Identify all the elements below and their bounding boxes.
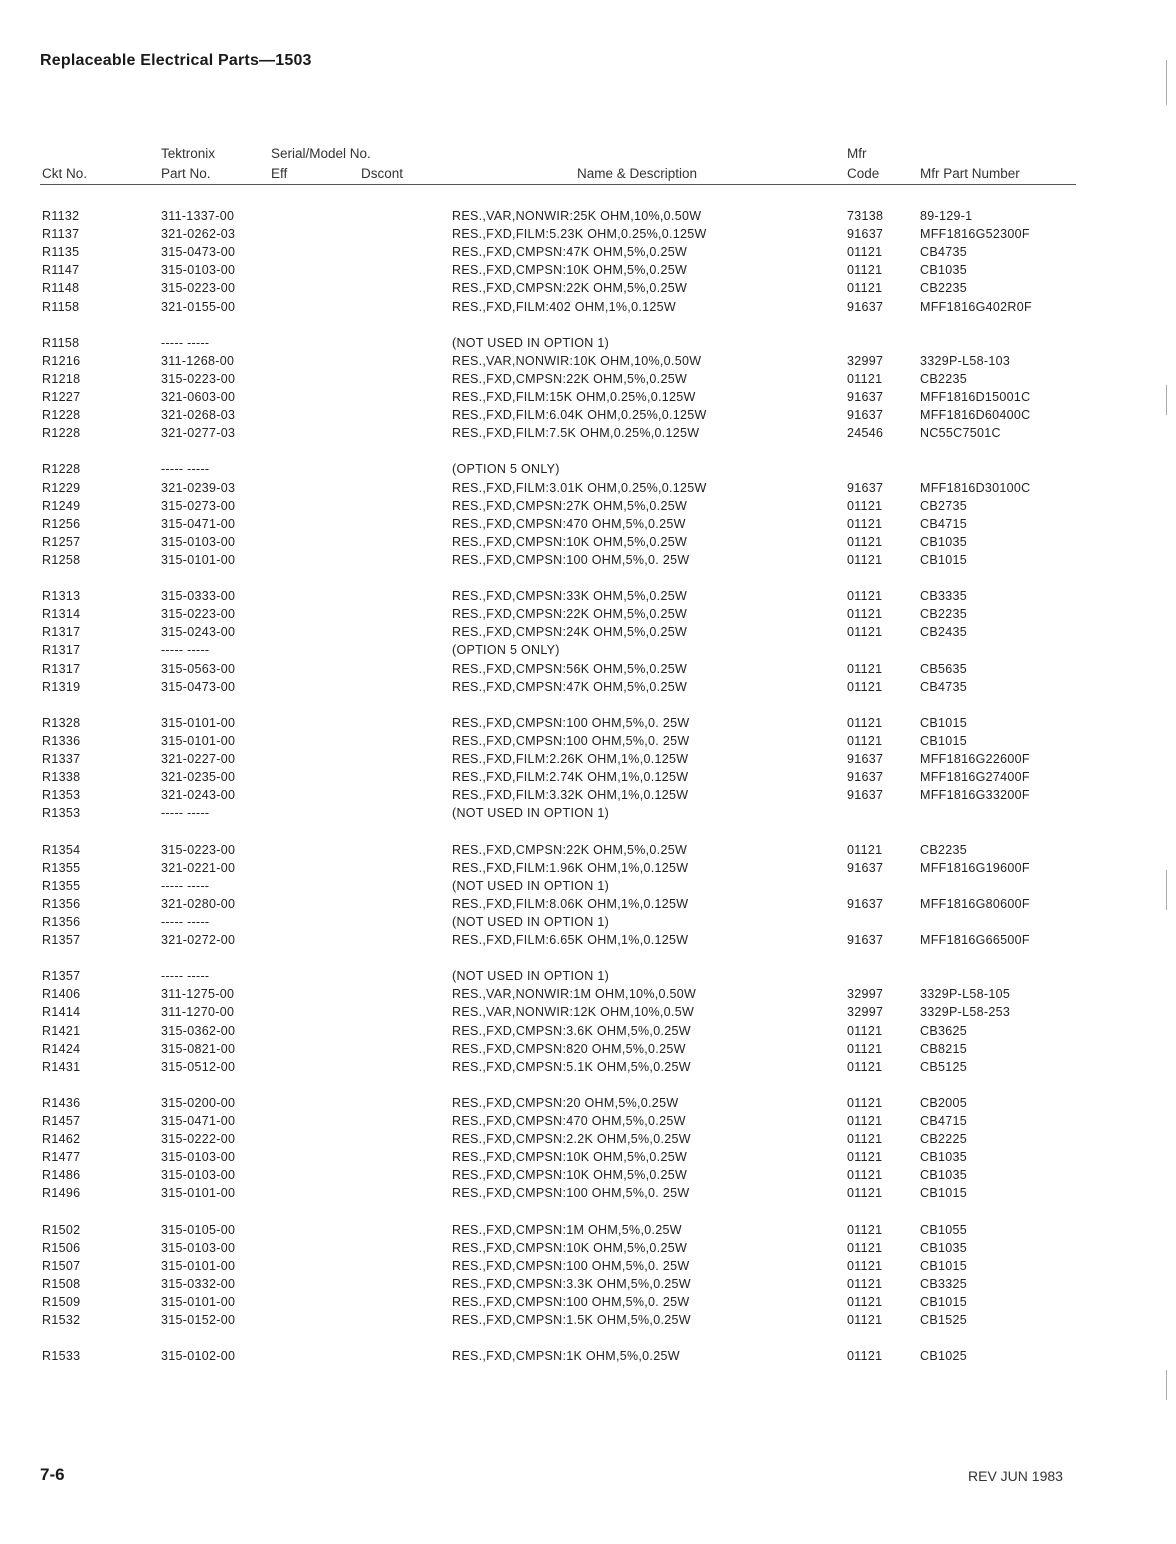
description-cell: RES.,FXD,FILM:2.26K OHM,1%,0.125W xyxy=(452,752,689,766)
ckt-no-cell: R1357 xyxy=(42,933,81,947)
mfr-part-number-cell: CB2005 xyxy=(920,1096,967,1110)
part-no-cell: 315-0333-00 xyxy=(161,589,236,603)
part-no-cell: ----- ----- xyxy=(161,915,210,929)
description-cell: RES.,FXD,FILM:1.96K OHM,1%,0.125W xyxy=(452,861,689,875)
part-no-cell: 315-0473-00 xyxy=(161,680,236,694)
mfr-part-number-cell: MFF1816G402R0F xyxy=(920,300,1032,314)
description-cell: RES.,VAR,NONWIR:10K OHM,10%,0.50W xyxy=(452,354,702,368)
mfr-part-number-cell: MFF1816D60400C xyxy=(920,408,1031,422)
ckt-no-cell: R1355 xyxy=(42,861,81,875)
mfr-code-cell: 91637 xyxy=(847,788,884,802)
description-cell: (OPTION 5 ONLY) xyxy=(452,462,560,476)
mfr-code-cell: 91637 xyxy=(847,770,884,784)
part-no-cell: 315-0101-00 xyxy=(161,553,236,567)
part-no-cell: 315-0512-00 xyxy=(161,1060,236,1074)
part-no-cell: 321-0603-00 xyxy=(161,390,236,404)
ckt-no-cell: R1355 xyxy=(42,879,81,893)
mfr-part-number-cell: CB2235 xyxy=(920,607,967,621)
ckt-no-cell: R1457 xyxy=(42,1114,81,1128)
mfr-part-number-cell: MFF1816G80600F xyxy=(920,897,1030,911)
description-cell: (NOT USED IN OPTION 1) xyxy=(452,336,610,350)
ckt-no-cell: R1147 xyxy=(42,263,80,277)
mfr-code-cell: 91637 xyxy=(847,933,884,947)
mfr-code-cell: 01121 xyxy=(847,734,883,748)
ckt-no-cell: R1314 xyxy=(42,607,81,621)
mfr-code-cell: 91637 xyxy=(847,752,884,766)
part-no-cell: 321-0221-00 xyxy=(161,861,236,875)
part-no-cell: 321-0235-00 xyxy=(161,770,236,784)
mfr-part-number-cell: CB1025 xyxy=(920,1349,967,1363)
part-no-cell: 315-0243-00 xyxy=(161,625,236,639)
part-no-cell: 311-1268-00 xyxy=(161,354,235,368)
mfr-code-cell: 01121 xyxy=(847,1114,883,1128)
ckt-no-cell: R1229 xyxy=(42,481,81,495)
mfr-code-cell: 01121 xyxy=(847,625,883,639)
part-no-cell: 315-0471-00 xyxy=(161,517,236,531)
page-number: 7-6 xyxy=(40,1465,65,1484)
description-cell: RES.,FXD,CMPSN:100 OHM,5%,0. 25W xyxy=(452,553,690,567)
description-cell: RES.,VAR,NONWIR:25K OHM,10%,0.50W xyxy=(452,209,702,223)
mfr-code-cell: 01121 xyxy=(847,517,883,531)
mfr-part-number-cell: CB4735 xyxy=(920,680,967,694)
part-no-cell: 321-0239-03 xyxy=(161,481,236,495)
mfr-code-cell: 01121 xyxy=(847,1150,883,1164)
mfr-code-cell: 91637 xyxy=(847,897,884,911)
description-cell: RES.,FXD,CMPSN:100 OHM,5%,0. 25W xyxy=(452,1295,690,1309)
revision-date: REV JUN 1983 xyxy=(968,1468,1063,1484)
description-cell: RES.,FXD,CMPSN:3.6K OHM,5%,0.25W xyxy=(452,1024,691,1038)
mfr-code-cell: 91637 xyxy=(847,481,884,495)
mfr-part-number-cell: CB4715 xyxy=(920,517,967,531)
ckt-no-cell: R1258 xyxy=(42,553,81,567)
part-no-cell: 315-0103-00 xyxy=(161,535,236,549)
description-cell: RES.,FXD,CMPSN:10K OHM,5%,0.25W xyxy=(452,1150,688,1164)
mfr-part-number-cell: CB1015 xyxy=(920,553,967,567)
ckt-no-cell: R1317 xyxy=(42,643,81,657)
description-cell: RES.,FXD,CMPSN:470 OHM,5%,0.25W xyxy=(452,1114,686,1128)
part-no-cell: 315-0273-00 xyxy=(161,499,236,513)
ckt-no-cell: R1158 xyxy=(42,336,80,350)
description-cell: RES.,FXD,CMPSN:820 OHM,5%,0.25W xyxy=(452,1042,686,1056)
mfr-part-number-cell: 3329P-L58-253 xyxy=(920,1005,1011,1019)
mfr-part-number-cell: CB1015 xyxy=(920,1295,967,1309)
mfr-part-number-cell: MFF1816G27400F xyxy=(920,770,1030,784)
part-no-cell: 315-0223-00 xyxy=(161,372,236,386)
scan-edge-mark xyxy=(1166,870,1167,910)
description-cell: RES.,FXD,CMPSN:20 OHM,5%,0.25W xyxy=(452,1096,679,1110)
mfr-code-cell: 73138 xyxy=(847,209,884,223)
mfr-part-number-cell: MFF1816G22600F xyxy=(920,752,1030,766)
mfr-part-number-cell: MFF1816G52300F xyxy=(920,227,1030,241)
part-no-cell: 321-0155-00 xyxy=(161,300,236,314)
part-no-cell: 315-0101-00 xyxy=(161,1295,236,1309)
header-name-description: Name & Description xyxy=(577,166,698,181)
mfr-part-number-cell: CB1015 xyxy=(920,734,967,748)
header-eff: Eff xyxy=(271,166,288,181)
mfr-part-number-cell: MFF1816D30100C xyxy=(920,481,1031,495)
mfr-code-cell: 24546 xyxy=(847,426,884,440)
mfr-code-cell: 32997 xyxy=(847,1005,884,1019)
ckt-no-cell: R1132 xyxy=(42,209,80,223)
mfr-code-cell: 01121 xyxy=(847,843,883,857)
part-no-cell: 315-0821-00 xyxy=(161,1042,236,1056)
description-cell: RES.,FXD,CMPSN:10K OHM,5%,0.25W xyxy=(452,263,688,277)
ckt-no-cell: R1406 xyxy=(42,987,81,1001)
part-no-cell: 315-0102-00 xyxy=(161,1349,236,1363)
scan-edge-mark xyxy=(1166,385,1167,415)
mfr-part-number-cell: CB1035 xyxy=(920,1168,967,1182)
part-no-cell: 315-0471-00 xyxy=(161,1114,236,1128)
ckt-no-cell: R1249 xyxy=(42,499,81,513)
ckt-no-cell: R1317 xyxy=(42,662,81,676)
description-cell: RES.,FXD,FILM:5.23K OHM,0.25%,0.125W xyxy=(452,227,707,241)
part-no-cell: 311-1275-00 xyxy=(161,987,235,1001)
description-cell: (NOT USED IN OPTION 1) xyxy=(452,806,610,820)
mfr-part-number-cell: CB1035 xyxy=(920,1150,967,1164)
part-no-cell: 315-0223-00 xyxy=(161,843,236,857)
mfr-code-cell: 32997 xyxy=(847,354,884,368)
description-cell: RES.,FXD,CMPSN:33K OHM,5%,0.25W xyxy=(452,589,688,603)
mfr-part-number-cell: CB2435 xyxy=(920,625,967,639)
ckt-no-cell: R1353 xyxy=(42,806,81,820)
ckt-no-cell: R1507 xyxy=(42,1259,81,1273)
ckt-no-cell: R1328 xyxy=(42,716,81,730)
mfr-code-cell: 01121 xyxy=(847,1168,883,1182)
ckt-no-cell: R1319 xyxy=(42,680,81,694)
mfr-part-number-cell: MFF1816G33200F xyxy=(920,788,1030,802)
description-cell: RES.,FXD,CMPSN:10K OHM,5%,0.25W xyxy=(452,535,688,549)
ckt-no-cell: R1313 xyxy=(42,589,81,603)
ckt-no-cell: R1462 xyxy=(42,1132,81,1146)
description-cell: RES.,FXD,CMPSN:10K OHM,5%,0.25W xyxy=(452,1241,688,1255)
part-no-cell: 315-0103-00 xyxy=(161,263,236,277)
description-cell: RES.,FXD,CMPSN:3.3K OHM,5%,0.25W xyxy=(452,1277,691,1291)
mfr-part-number-cell: NC55C7501C xyxy=(920,426,1001,440)
ckt-no-cell: R1509 xyxy=(42,1295,81,1309)
mfr-part-number-cell: MFF1816G19600F xyxy=(920,861,1030,875)
part-no-cell: 321-0280-00 xyxy=(161,897,236,911)
description-cell: RES.,VAR,NONWIR:12K OHM,10%,0.5W xyxy=(452,1005,695,1019)
part-no-cell: 315-0152-00 xyxy=(161,1313,236,1327)
ckt-no-cell: R1508 xyxy=(42,1277,81,1291)
ckt-no-cell: R1218 xyxy=(42,372,81,386)
description-cell: RES.,FXD,FILM:8.06K OHM,1%,0.125W xyxy=(452,897,689,911)
description-cell: (NOT USED IN OPTION 1) xyxy=(452,969,610,983)
description-cell: RES.,FXD,CMPSN:1K OHM,5%,0.25W xyxy=(452,1349,680,1363)
mfr-part-number-cell: CB1055 xyxy=(920,1223,967,1237)
ckt-no-cell: R1357 xyxy=(42,969,81,983)
mfr-code-cell: 01121 xyxy=(847,1295,883,1309)
part-no-cell: 321-0262-03 xyxy=(161,227,236,241)
ckt-no-cell: R1353 xyxy=(42,788,81,802)
description-cell: RES.,FXD,CMPSN:10K OHM,5%,0.25W xyxy=(452,1168,688,1182)
mfr-part-number-cell: CB3335 xyxy=(920,589,967,603)
mfr-code-cell: 91637 xyxy=(847,408,884,422)
part-no-cell: 315-0103-00 xyxy=(161,1168,236,1182)
mfr-code-cell: 01121 xyxy=(847,1060,883,1074)
ckt-no-cell: R1227 xyxy=(42,390,81,404)
ckt-no-cell: R1477 xyxy=(42,1150,81,1164)
mfr-code-cell: 01121 xyxy=(847,1223,883,1237)
description-cell: RES.,FXD,CMPSN:22K OHM,5%,0.25W xyxy=(452,607,688,621)
description-cell: RES.,FXD,FILM:7.5K OHM,0.25%,0.125W xyxy=(452,426,700,440)
description-cell: RES.,FXD,CMPSN:2.2K OHM,5%,0.25W xyxy=(452,1132,691,1146)
mfr-code-cell: 01121 xyxy=(847,662,883,676)
ckt-no-cell: R1317 xyxy=(42,625,81,639)
ckt-no-cell: R1421 xyxy=(42,1024,81,1038)
mfr-part-number-cell: CB2235 xyxy=(920,372,967,386)
mfr-code-cell: 91637 xyxy=(847,390,884,404)
part-no-cell: ----- ----- xyxy=(161,336,210,350)
part-no-cell: 311-1337-00 xyxy=(161,209,235,223)
mfr-code-cell: 01121 xyxy=(847,372,883,386)
ckt-no-cell: R1506 xyxy=(42,1241,81,1255)
description-cell: RES.,FXD,CMPSN:1M OHM,5%,0.25W xyxy=(452,1223,682,1237)
mfr-code-cell: 32997 xyxy=(847,987,884,1001)
part-no-cell: 315-0200-00 xyxy=(161,1096,236,1110)
mfr-code-cell: 01121 xyxy=(847,1132,883,1146)
mfr-code-cell: 91637 xyxy=(847,861,884,875)
mfr-code-cell: 01121 xyxy=(847,553,883,567)
mfr-part-number-cell: CB1015 xyxy=(920,1259,967,1273)
description-cell: RES.,FXD,FILM:6.04K OHM,0.25%,0.125W xyxy=(452,408,707,422)
ckt-no-cell: R1228 xyxy=(42,462,81,476)
part-no-cell: 321-0243-00 xyxy=(161,788,236,802)
description-cell: RES.,FXD,CMPSN:27K OHM,5%,0.25W xyxy=(452,499,688,513)
mfr-code-cell: 01121 xyxy=(847,499,883,513)
mfr-code-cell: 91637 xyxy=(847,227,884,241)
mfr-code-cell: 01121 xyxy=(847,1042,883,1056)
part-no-cell: 311-1270-00 xyxy=(161,1005,235,1019)
mfr-part-number-cell: CB5125 xyxy=(920,1060,967,1074)
description-cell: RES.,FXD,CMPSN:47K OHM,5%,0.25W xyxy=(452,680,688,694)
ckt-no-cell: R1356 xyxy=(42,897,81,911)
description-cell: (NOT USED IN OPTION 1) xyxy=(452,915,610,929)
mfr-code-cell: 91637 xyxy=(847,300,884,314)
mfr-part-number-cell: CB8215 xyxy=(920,1042,967,1056)
header-part-no: Part No. xyxy=(161,166,211,181)
part-no-cell: ----- ----- xyxy=(161,462,210,476)
mfr-part-number-cell: CB3325 xyxy=(920,1277,967,1291)
mfr-part-number-cell: CB2235 xyxy=(920,843,967,857)
mfr-part-number-cell: CB1015 xyxy=(920,716,967,730)
part-no-cell: 315-0223-00 xyxy=(161,607,236,621)
ckt-no-cell: R1338 xyxy=(42,770,81,784)
mfr-code-cell: 01121 xyxy=(847,1277,883,1291)
ckt-no-cell: R1354 xyxy=(42,843,81,857)
mfr-code-cell: 01121 xyxy=(847,680,883,694)
description-cell: RES.,FXD,FILM:6.65K OHM,1%,0.125W xyxy=(452,933,689,947)
part-no-cell: 315-0473-00 xyxy=(161,245,236,259)
description-cell: RES.,FXD,FILM:3.01K OHM,0.25%,0.125W xyxy=(452,481,707,495)
ckt-no-cell: R1337 xyxy=(42,752,81,766)
ckt-no-cell: R1486 xyxy=(42,1168,81,1182)
page-title: Replaceable Electrical Parts—1503 xyxy=(40,52,312,69)
part-no-cell: 315-0101-00 xyxy=(161,1186,236,1200)
part-no-cell: 315-0332-00 xyxy=(161,1277,236,1291)
description-cell: RES.,FXD,CMPSN:470 OHM,5%,0.25W xyxy=(452,517,686,531)
mfr-part-number-cell: CB1015 xyxy=(920,1186,967,1200)
part-no-cell: 315-0222-00 xyxy=(161,1132,236,1146)
mfr-code-cell: 01121 xyxy=(847,535,883,549)
description-cell: RES.,FXD,CMPSN:100 OHM,5%,0. 25W xyxy=(452,716,690,730)
mfr-code-cell: 01121 xyxy=(847,1096,883,1110)
header-tektronix: Tektronix xyxy=(161,146,216,161)
description-cell: (NOT USED IN OPTION 1) xyxy=(452,879,610,893)
part-no-cell: 315-0101-00 xyxy=(161,734,236,748)
header-mfr-part-number: Mfr Part Number xyxy=(920,166,1020,181)
ckt-no-cell: R1414 xyxy=(42,1005,81,1019)
ckt-no-cell: R1496 xyxy=(42,1186,81,1200)
description-cell: RES.,FXD,CMPSN:5.1K OHM,5%,0.25W xyxy=(452,1060,691,1074)
part-no-cell: ----- ----- xyxy=(161,969,210,983)
mfr-code-cell: 01121 xyxy=(847,245,883,259)
header-dscont: Dscont xyxy=(361,166,404,181)
part-no-cell: 315-0362-00 xyxy=(161,1024,236,1038)
part-no-cell: 321-0268-03 xyxy=(161,408,236,422)
mfr-part-number-cell: CB2235 xyxy=(920,281,967,295)
ckt-no-cell: R1431 xyxy=(42,1060,81,1074)
description-cell: RES.,FXD,CMPSN:22K OHM,5%,0.25W xyxy=(452,281,688,295)
description-cell: RES.,FXD,CMPSN:100 OHM,5%,0. 25W xyxy=(452,1259,690,1273)
ckt-no-cell: R1135 xyxy=(42,245,80,259)
ckt-no-cell: R1436 xyxy=(42,1096,81,1110)
mfr-part-number-cell: CB5635 xyxy=(920,662,967,676)
description-cell: RES.,FXD,CMPSN:56K OHM,5%,0.25W xyxy=(452,662,688,676)
ckt-no-cell: R1533 xyxy=(42,1349,81,1363)
ckt-no-cell: R1336 xyxy=(42,734,81,748)
mfr-part-number-cell: 3329P-L58-103 xyxy=(920,354,1011,368)
mfr-code-cell: 01121 xyxy=(847,1024,883,1038)
ckt-no-cell: R1158 xyxy=(42,300,80,314)
mfr-code-cell: 01121 xyxy=(847,607,883,621)
scan-edge-mark xyxy=(1166,1370,1167,1400)
mfr-part-number-cell: CB4735 xyxy=(920,245,967,259)
description-cell: RES.,FXD,CMPSN:22K OHM,5%,0.25W xyxy=(452,843,688,857)
part-no-cell: 315-0103-00 xyxy=(161,1241,236,1255)
description-cell: RES.,FXD,CMPSN:100 OHM,5%,0. 25W xyxy=(452,734,690,748)
ckt-no-cell: R1356 xyxy=(42,915,81,929)
description-cell: RES.,FXD,CMPSN:47K OHM,5%,0.25W xyxy=(452,245,688,259)
description-cell: RES.,FXD,FILM:3.32K OHM,1%,0.125W xyxy=(452,788,689,802)
description-cell: RES.,FXD,CMPSN:100 OHM,5%,0. 25W xyxy=(452,1186,690,1200)
part-no-cell: 321-0272-00 xyxy=(161,933,236,947)
ckt-no-cell: R1256 xyxy=(42,517,81,531)
ckt-no-cell: R1424 xyxy=(42,1042,81,1056)
description-cell: RES.,FXD,FILM:15K OHM,0.25%,0.125W xyxy=(452,390,696,404)
mfr-part-number-cell: CB1035 xyxy=(920,535,967,549)
part-no-cell: 315-0223-00 xyxy=(161,281,236,295)
part-no-cell: 315-0101-00 xyxy=(161,1259,236,1273)
mfr-part-number-cell: CB1525 xyxy=(920,1313,967,1327)
ckt-no-cell: R1137 xyxy=(42,227,80,241)
mfr-part-number-cell: CB2735 xyxy=(920,499,967,513)
ckt-no-cell: R1257 xyxy=(42,535,81,549)
part-no-cell: ----- ----- xyxy=(161,879,210,893)
mfr-code-cell: 01121 xyxy=(847,1313,883,1327)
mfr-part-number-cell: MFF1816G66500F xyxy=(920,933,1030,947)
mfr-code-cell: 01121 xyxy=(847,263,883,277)
mfr-code-cell: 01121 xyxy=(847,1349,883,1363)
description-cell: RES.,FXD,CMPSN:24K OHM,5%,0.25W xyxy=(452,625,688,639)
mfr-code-cell: 01121 xyxy=(847,281,883,295)
mfr-part-number-cell: CB2225 xyxy=(920,1132,967,1146)
mfr-part-number-cell: CB1035 xyxy=(920,1241,967,1255)
mfr-part-number-cell: CB1035 xyxy=(920,263,967,277)
mfr-code-cell: 01121 xyxy=(847,1186,883,1200)
ckt-no-cell: R1502 xyxy=(42,1223,81,1237)
header-mfr-code: Code xyxy=(847,166,880,181)
description-cell: RES.,FXD,CMPSN:1.5K OHM,5%,0.25W xyxy=(452,1313,691,1327)
part-no-cell: 315-0563-00 xyxy=(161,662,236,676)
mfr-code-cell: 01121 xyxy=(847,1241,883,1255)
header-mfr: Mfr xyxy=(847,146,867,161)
mfr-code-cell: 01121 xyxy=(847,589,883,603)
mfr-part-number-cell: CB4715 xyxy=(920,1114,967,1128)
ckt-no-cell: R1532 xyxy=(42,1313,81,1327)
part-no-cell: 315-0105-00 xyxy=(161,1223,236,1237)
ckt-no-cell: R1228 xyxy=(42,408,81,422)
part-no-cell: ----- ----- xyxy=(161,806,210,820)
scan-edge-mark xyxy=(1166,60,1167,105)
ckt-no-cell: R1216 xyxy=(42,354,81,368)
part-no-cell: 315-0101-00 xyxy=(161,716,236,730)
mfr-part-number-cell: CB3625 xyxy=(920,1024,967,1038)
ckt-no-cell: R1228 xyxy=(42,426,81,440)
description-cell: RES.,FXD,FILM:2.74K OHM,1%,0.125W xyxy=(452,770,689,784)
mfr-part-number-cell: 3329P-L58-105 xyxy=(920,987,1011,1001)
mfr-code-cell: 01121 xyxy=(847,716,883,730)
mfr-code-cell: 01121 xyxy=(847,1259,883,1273)
header-ckt-no: Ckt No. xyxy=(42,166,88,181)
description-cell: RES.,FXD,FILM:402 OHM,1%,0.125W xyxy=(452,300,676,314)
part-no-cell: 315-0103-00 xyxy=(161,1150,236,1164)
part-no-cell: 321-0227-00 xyxy=(161,752,236,766)
mfr-part-number-cell: 89-129-1 xyxy=(920,209,973,223)
ckt-no-cell: R1148 xyxy=(42,281,80,295)
description-cell: RES.,VAR,NONWIR:1M OHM,10%,0.50W xyxy=(452,987,697,1001)
header-serial-model: Serial/Model No. xyxy=(271,146,371,161)
description-cell: RES.,FXD,CMPSN:22K OHM,5%,0.25W xyxy=(452,372,688,386)
mfr-part-number-cell: MFF1816D15001C xyxy=(920,390,1031,404)
part-no-cell: 321-0277-03 xyxy=(161,426,236,440)
part-no-cell: ----- ----- xyxy=(161,643,210,657)
description-cell: (OPTION 5 ONLY) xyxy=(452,643,560,657)
